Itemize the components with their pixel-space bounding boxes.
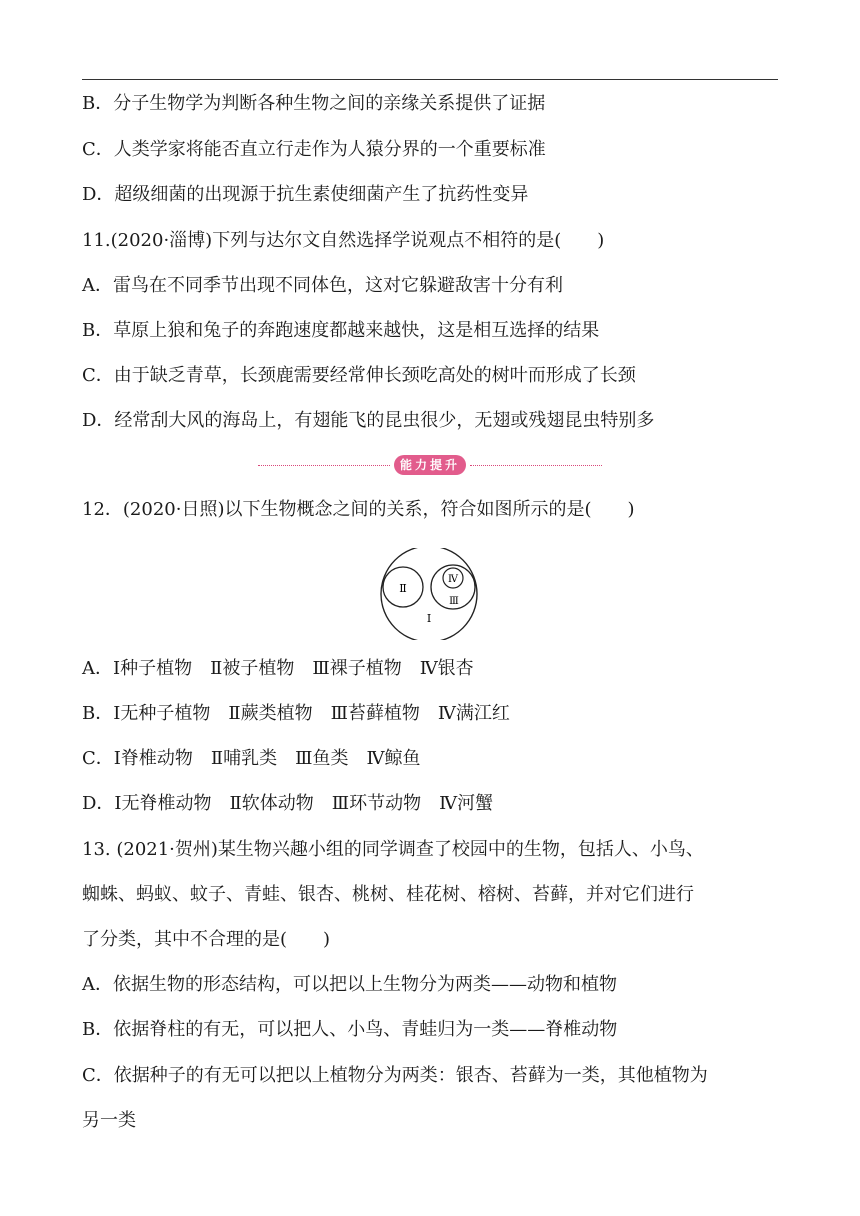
banner-divider-right: [470, 465, 602, 466]
q12-option-c: C．Ⅰ脊椎动物 Ⅱ哺乳类 Ⅲ鱼类 Ⅳ鲸鱼: [82, 748, 421, 769]
q13-option-c-line1: C．依据种子的有无可以把以上植物分为两类：银杏、苔藓为一类，其他植物为: [82, 1065, 708, 1086]
q12-option-b: B．Ⅰ无种子植物 Ⅱ蕨类植物 Ⅲ苔藓植物 Ⅳ满江红: [82, 703, 510, 724]
q11-option-a: A．雷鸟在不同季节出现不同体色，这对它躲避敌害十分有利: [82, 275, 563, 296]
q12-option-d: D．Ⅰ无脊椎动物 Ⅱ软体动物 Ⅲ环节动物 Ⅳ河蟹: [82, 793, 494, 814]
q13-option-c-line2: 另一类: [82, 1110, 136, 1131]
label-left: Ⅱ: [399, 582, 407, 595]
q12-stem: 12．(2020·日照)以下生物概念之间的关系，符合如图所示的是( ): [82, 499, 635, 520]
section-title: 能力提升: [394, 455, 466, 475]
banner-divider-left: [258, 465, 390, 466]
label-inner: Ⅳ: [448, 574, 458, 585]
q10-option-c: C．人类学家将能否直立行走作为人猿分界的一个重要标准: [82, 139, 546, 160]
q13-stem-line2: 蜘蛛、蚂蚁、蚊子、青蛙、银杏、桃树、桂花树、榕树、苔藓，并对它们进行: [82, 884, 694, 905]
label-right: Ⅲ: [449, 596, 459, 607]
q11-option-c: C．由于缺乏青草，长颈鹿需要经常伸长颈吃高处的树叶而形成了长颈: [82, 365, 636, 386]
q10-option-b: B．分子生物学为判断各种生物之间的亲缘关系提供了证据: [82, 93, 546, 114]
q11-option-d: D．经常刮大风的海岛上，有翅能飞的昆虫很少，无翅或残翅昆虫特别多: [82, 410, 655, 431]
label-outer: Ⅰ: [426, 612, 432, 625]
q12-option-a: A．Ⅰ种子植物 Ⅱ被子植物 Ⅲ裸子植物 Ⅳ银杏: [82, 658, 474, 679]
q13-option-b: B．依据脊柱的有无，可以把人、小鸟、青蛙归为一类——脊椎动物: [82, 1019, 618, 1040]
circle-outer: [381, 548, 477, 640]
header-rule: [82, 79, 778, 80]
venn-diagram: [378, 548, 480, 640]
q11-stem: 11.(2020·淄博)下列与达尔文自然选择学说观点不相符的是( ): [82, 230, 605, 251]
q10-option-d: D．超级细菌的出现源于抗生素使细菌产生了抗药性变异: [82, 184, 529, 205]
section-banner: [258, 455, 602, 477]
q13-option-a: A．依据生物的形态结构，可以把以上生物分为两类——动物和植物: [82, 974, 617, 995]
q13-stem-line3: 了分类，其中不合理的是( ): [82, 929, 331, 950]
q11-option-b: B．草原上狼和兔子的奔跑速度都越来越快，这是相互选择的结果: [82, 320, 600, 341]
q13-stem-line1: 13. (2021·贺州)某生物兴趣小组的同学调查了校园中的生物，包括人、小鸟、: [82, 839, 704, 860]
